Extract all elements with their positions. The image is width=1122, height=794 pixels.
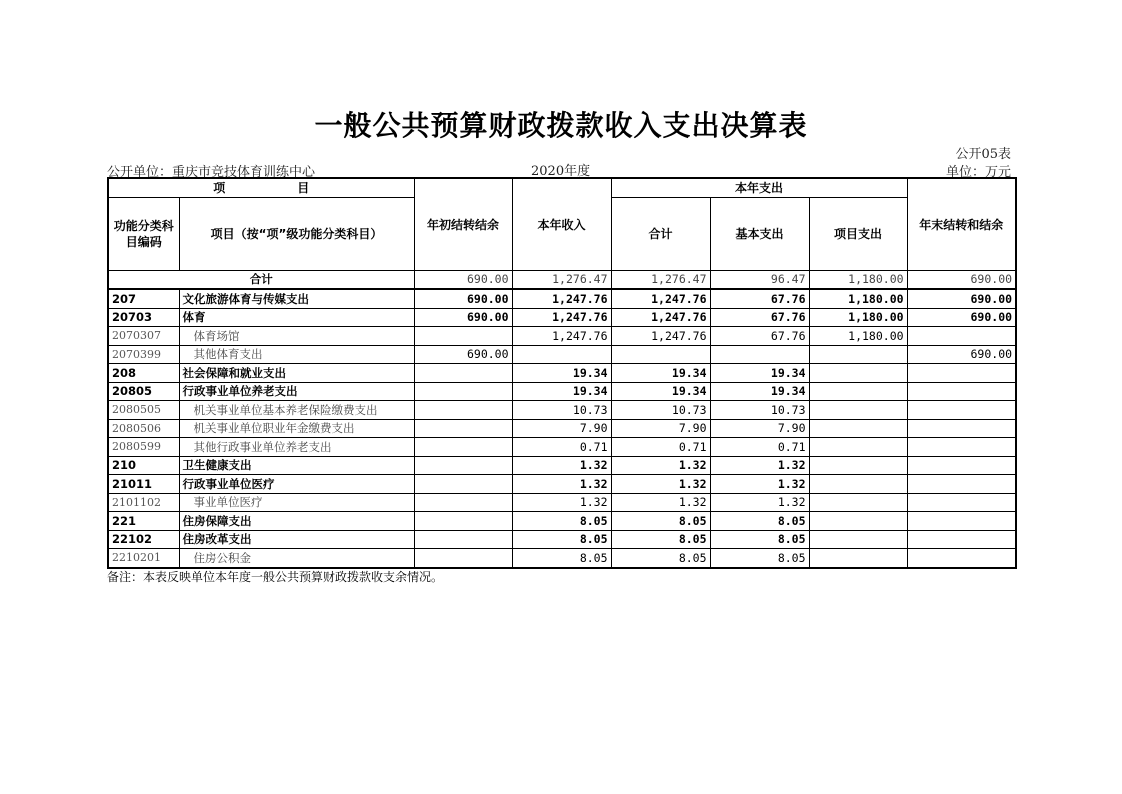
- row-exp-basic: 8.05: [710, 549, 809, 568]
- row-income: 8.05: [512, 549, 611, 568]
- row-name: 其他行政事业单位养老支出: [179, 438, 414, 457]
- row-begin: 690.00: [414, 289, 512, 308]
- report-title: 一般公共预算财政拨款收入支出决算表: [314, 109, 808, 142]
- row-begin: [414, 530, 512, 549]
- row-exp-total: 1.32: [611, 493, 710, 512]
- row-exp-project: 1,180.00: [809, 289, 907, 308]
- row-end: [907, 530, 1016, 549]
- row-end: [907, 549, 1016, 568]
- row-exp-project: [809, 493, 907, 512]
- row-exp-project: [809, 530, 907, 549]
- row-code: 22102: [108, 530, 179, 549]
- row-code: 210: [108, 456, 179, 475]
- row-code: 2080505: [108, 401, 179, 420]
- row-name: 体育: [179, 308, 414, 327]
- row-end: [907, 475, 1016, 494]
- footnote: 备注：本表反映单位本年度一般公共预算财政拨款收支余情况。: [107, 570, 444, 584]
- row-income: 0.71: [512, 438, 611, 457]
- row-exp-basic: 8.05: [710, 512, 809, 531]
- header-exp-project: 项目支出: [809, 197, 907, 270]
- reporting-unit: 公开单位：重庆市竞技体育训练中心: [107, 165, 316, 180]
- row-name: 卫生健康支出: [179, 456, 414, 475]
- total-end: 690.00: [907, 270, 1016, 289]
- row-code: 2210201: [108, 549, 179, 568]
- row-end: [907, 364, 1016, 383]
- row-exp-total: 19.34: [611, 364, 710, 383]
- row-exp-total: 7.90: [611, 419, 710, 438]
- row-begin: 690.00: [414, 308, 512, 327]
- row-exp-total: 0.71: [611, 438, 710, 457]
- row-code: 20703: [108, 308, 179, 327]
- row-exp-project: [809, 364, 907, 383]
- row-begin: [414, 438, 512, 457]
- row-begin: [414, 327, 512, 346]
- row-name: 住房保障支出: [179, 512, 414, 531]
- row-income: 1.32: [512, 475, 611, 494]
- currency-unit: 单位：万元: [945, 165, 1011, 180]
- total-exp-project: 1,180.00: [809, 270, 907, 289]
- row-exp-basic: 1.32: [710, 456, 809, 475]
- row-income: 10.73: [512, 401, 611, 420]
- row-begin: [414, 382, 512, 401]
- row-exp-project: 1,180.00: [809, 308, 907, 327]
- table-row: [108, 419, 1016, 438]
- table-row: [108, 493, 1016, 512]
- table-row: [108, 475, 1016, 494]
- row-code: 208: [108, 364, 179, 383]
- row-end: 690.00: [907, 289, 1016, 308]
- row-name: 行政事业单位医疗: [179, 475, 414, 494]
- header-name: 项目（按“项”级功能分类科目）: [179, 197, 414, 270]
- header-code: 功能分类科目编码: [108, 197, 179, 270]
- row-exp-basic: 19.34: [710, 364, 809, 383]
- fiscal-year: 2020年度: [531, 164, 591, 179]
- row-exp-total: 19.34: [611, 382, 710, 401]
- row-end: [907, 382, 1016, 401]
- row-exp-project: [809, 512, 907, 531]
- table-row: [108, 382, 1016, 401]
- row-code: 2080599: [108, 438, 179, 457]
- row-name: 社会保障和就业支出: [179, 364, 414, 383]
- row-code: 207: [108, 289, 179, 308]
- row-name: 机关事业单位职业年金缴费支出: [179, 419, 414, 438]
- row-income: 1,247.76: [512, 327, 611, 346]
- row-end: [907, 493, 1016, 512]
- table-row: [108, 549, 1016, 568]
- row-income: 1.32: [512, 493, 611, 512]
- row-code: 221: [108, 512, 179, 531]
- row-exp-project: [809, 438, 907, 457]
- row-name: 文化旅游体育与传媒支出: [179, 289, 414, 308]
- row-end: [907, 438, 1016, 457]
- header-exp-basic: 基本支出: [710, 197, 809, 270]
- row-code: 2080506: [108, 419, 179, 438]
- row-exp-project: [809, 456, 907, 475]
- row-begin: [414, 364, 512, 383]
- header-income: 本年收入: [512, 178, 611, 270]
- row-exp-basic: 1.32: [710, 475, 809, 494]
- row-income: [512, 345, 611, 364]
- row-name: 住房公积金: [179, 549, 414, 568]
- header-end-balance: 年末结转和结余: [907, 178, 1016, 270]
- row-end: [907, 419, 1016, 438]
- row-end: 690.00: [907, 345, 1016, 364]
- row-begin: [414, 512, 512, 531]
- row-exp-basic: 7.90: [710, 419, 809, 438]
- row-exp-total: 1,247.76: [611, 327, 710, 346]
- row-exp-basic: 1.32: [710, 493, 809, 512]
- row-begin: [414, 475, 512, 494]
- row-end: [907, 456, 1016, 475]
- header-begin-balance: 年初结转结余: [414, 178, 512, 270]
- row-exp-basic: 19.34: [710, 382, 809, 401]
- row-code: 2070307: [108, 327, 179, 346]
- row-exp-basic: 67.76: [710, 327, 809, 346]
- row-name: 体育场馆: [179, 327, 414, 346]
- table-row: [108, 512, 1016, 531]
- total-label: 合计: [108, 270, 414, 289]
- table-row: [108, 289, 1016, 308]
- row-income: 19.34: [512, 382, 611, 401]
- row-exp-total: 1,247.76: [611, 308, 710, 327]
- row-begin: [414, 493, 512, 512]
- table-row: [108, 364, 1016, 383]
- table-row: [108, 345, 1016, 364]
- header-expense-group: 本年支出: [611, 178, 907, 197]
- row-exp-basic: 67.76: [710, 289, 809, 308]
- row-exp-total: 8.05: [611, 512, 710, 531]
- row-income: 8.05: [512, 530, 611, 549]
- table-row: [108, 438, 1016, 457]
- row-exp-total: 8.05: [611, 549, 710, 568]
- row-begin: 690.00: [414, 345, 512, 364]
- row-exp-project: [809, 549, 907, 568]
- row-exp-total: 1,247.76: [611, 289, 710, 308]
- row-name: 事业单位医疗: [179, 493, 414, 512]
- table-row: [108, 308, 1016, 327]
- header-item: 项 目: [108, 178, 414, 197]
- row-exp-project: [809, 419, 907, 438]
- row-income: 8.05: [512, 512, 611, 531]
- row-exp-project: [809, 401, 907, 420]
- row-exp-total: 8.05: [611, 530, 710, 549]
- row-end: [907, 401, 1016, 420]
- table-row: [108, 327, 1016, 346]
- row-end: [907, 512, 1016, 531]
- row-code: 2101102: [108, 493, 179, 512]
- total-exp-basic: 96.47: [710, 270, 809, 289]
- row-begin: [414, 549, 512, 568]
- row-income: 1,247.76: [512, 289, 611, 308]
- row-exp-basic: 0.71: [710, 438, 809, 457]
- table-row: [108, 530, 1016, 549]
- row-name: 其他体育支出: [179, 345, 414, 364]
- row-exp-total: 1.32: [611, 456, 710, 475]
- header-exp-total: 合计: [611, 197, 710, 270]
- row-income: 7.90: [512, 419, 611, 438]
- row-code: 21011: [108, 475, 179, 494]
- row-code: 2070399: [108, 345, 179, 364]
- row-end: [907, 327, 1016, 346]
- row-begin: [414, 419, 512, 438]
- row-income: 1,247.76: [512, 308, 611, 327]
- total-row: [108, 270, 1016, 289]
- table-row: [108, 401, 1016, 420]
- total-exp-total: 1,276.47: [611, 270, 710, 289]
- budget-table: [107, 177, 1017, 569]
- row-exp-basic: 67.76: [710, 308, 809, 327]
- row-name: 住房改革支出: [179, 530, 414, 549]
- row-begin: [414, 401, 512, 420]
- table-number: 公开05表: [955, 147, 1011, 162]
- row-code: 20805: [108, 382, 179, 401]
- row-begin: [414, 456, 512, 475]
- row-exp-project: 1,180.00: [809, 327, 907, 346]
- row-exp-project: [809, 345, 907, 364]
- row-exp-total: 1.32: [611, 475, 710, 494]
- row-exp-total: [611, 345, 710, 364]
- row-name: 行政事业单位养老支出: [179, 382, 414, 401]
- row-exp-project: [809, 382, 907, 401]
- row-exp-project: [809, 475, 907, 494]
- row-name: 机关事业单位基本养老保险缴费支出: [179, 401, 414, 420]
- row-exp-basic: [710, 345, 809, 364]
- row-income: 1.32: [512, 456, 611, 475]
- table-row: [108, 456, 1016, 475]
- row-exp-basic: 8.05: [710, 530, 809, 549]
- row-income: 19.34: [512, 364, 611, 383]
- total-income: 1,276.47: [512, 270, 611, 289]
- total-begin: 690.00: [414, 270, 512, 289]
- row-exp-basic: 10.73: [710, 401, 809, 420]
- row-exp-total: 10.73: [611, 401, 710, 420]
- row-end: 690.00: [907, 308, 1016, 327]
